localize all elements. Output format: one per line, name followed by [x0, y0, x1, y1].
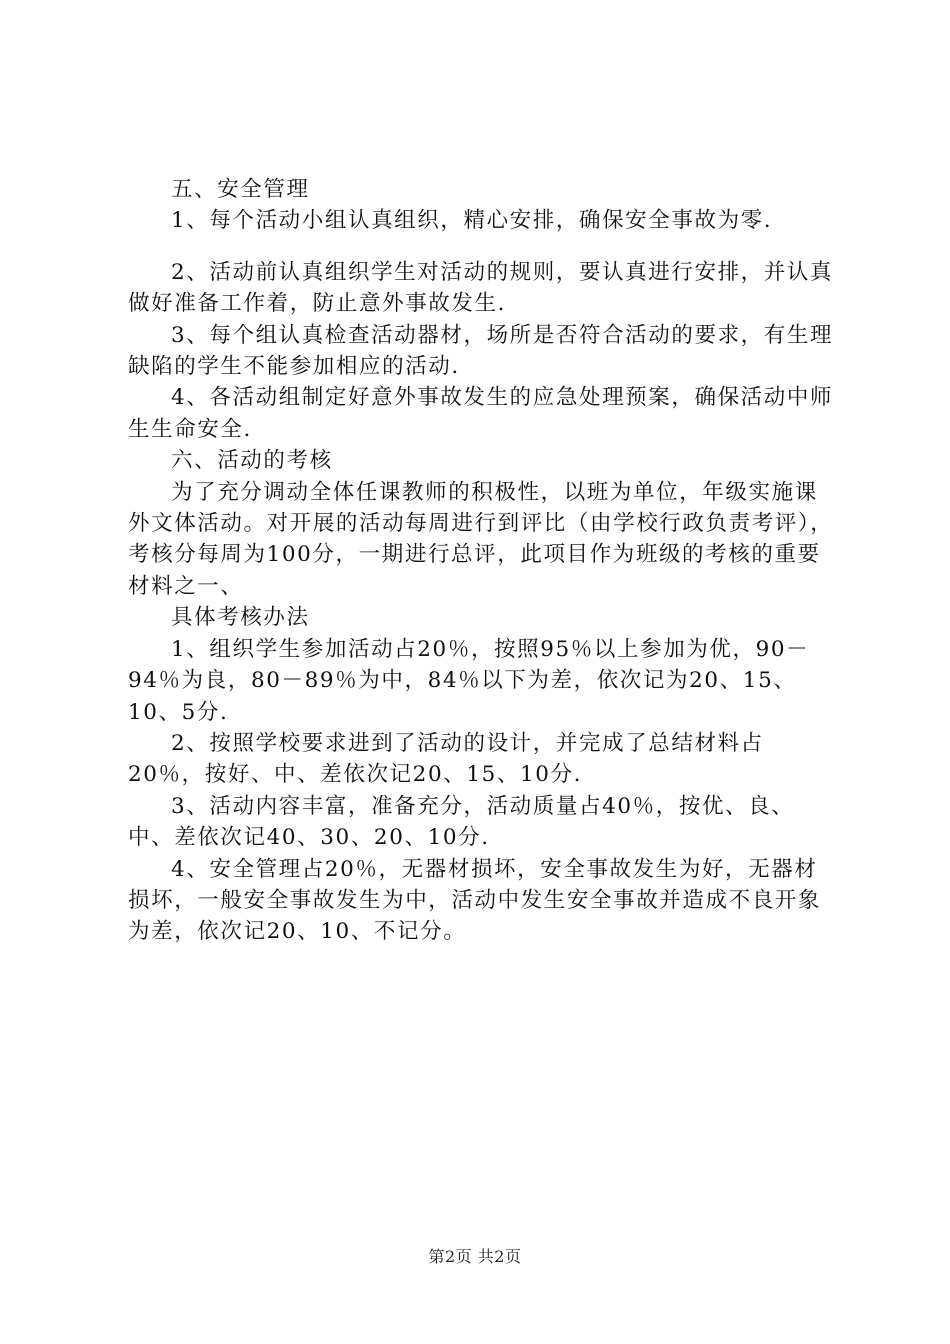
- paragraph-assessment-4: 4、安全管理占20％，无器材损坏，安全事故发生为好，无器材损坏，一般安全事故发生为中，活动中发生安全事故并造成不良开象为差，依次记20、10、不记分。: [128, 856, 822, 945]
- subheading-assessment-method: 具体考核办法: [171, 605, 310, 631]
- paragraph-assessment-intro: 为了充分调动全体任课教师的积极性，以班为单位，年级实施课外文体活动。对开展的活动每周进行到评比（由学校行政负责考评），考核分每周为100分，一期进行总评，此项目作为班级的考核的重要材料之一、: [128, 479, 834, 599]
- section-heading-safety: 五、安全管理: [171, 177, 310, 202]
- paragraph-safety-4: 4、各活动组制定好意外事故发生的应急处理预案，确保活动中师生生命安全.: [128, 385, 834, 442]
- paragraph-assessment-3: 3、活动内容丰富，准备充分，活动质量占40％，按优、良、中、差依次记40、30、20、10分.: [128, 793, 795, 851]
- paragraph-assessment-2: 2、按照学校要求进到了活动的设计，并完成了总结材料占20％，按好、中、差依次记20、15、10分.: [128, 730, 764, 788]
- paragraph-assessment-1: 1、组织学生参加活动占20％，按照95％以上参加为优，90－94％为良，80－89％为中，84％以下为差，依次记为20、15、10、5分.: [128, 636, 810, 725]
- paragraph-safety-1: 1、每个活动小组认真组织，精心安排，确保安全事故为零.: [171, 208, 773, 234]
- paragraph-safety-2: 2、活动前认真组织学生对活动的规则，要认真进行安排，并认真做好准备工作着，防止意外事故发生.: [128, 259, 834, 317]
- paragraph-safety-3: 3、每个组认真检查活动器材，场所是否符合活动的要求，有生理缺陷的学生不能参加相应的活动.: [128, 322, 834, 380]
- section-heading-assessment: 六、活动的考核: [171, 448, 333, 474]
- page-number-footer: 第2页 共2页: [428, 1247, 522, 1266]
- document-body: [128, 174, 840, 948]
